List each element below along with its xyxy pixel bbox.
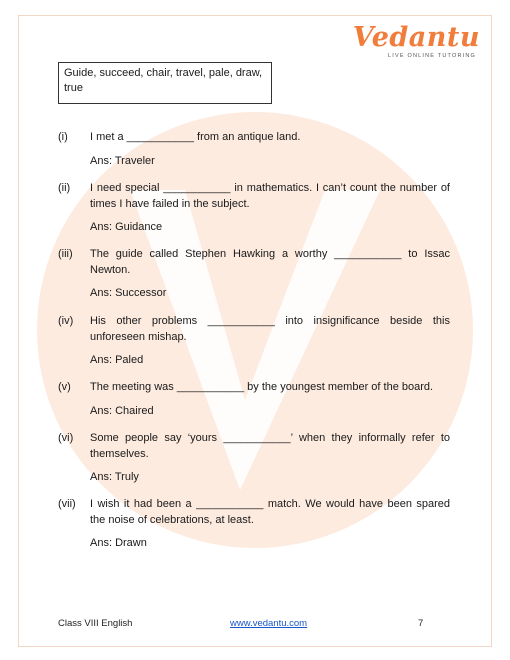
brand-name: Vedantu xyxy=(352,22,480,53)
question-text: I need special ___________ in mathematics. I can’t count the number of times I have failed in the subject. xyxy=(90,182,450,210)
question-item xyxy=(58,431,450,486)
answer-text: Ans: Chaired xyxy=(90,404,154,417)
question-text: The guide called Stephen Hawking a worthy ___________ to Issac Newton. xyxy=(90,248,450,276)
question-text: His other problems ___________ into insignificance beside this unforeseen mishap. xyxy=(90,315,450,343)
question-text: I wish it had been a ___________ match. We would have been spared the noise of celebrations, at least. xyxy=(90,498,450,526)
question-item xyxy=(58,130,450,169)
word-bank-text: Guide, succeed, chair, travel, pale, draw, true xyxy=(64,67,263,94)
answer-text: Ans: Paled xyxy=(90,354,144,366)
answer-text: Ans: Traveler xyxy=(90,154,155,167)
question-number: (vi) xyxy=(58,432,74,444)
answer-text: Ans: Guidance xyxy=(90,221,163,233)
question-text: I met a ___________ from an antique land. xyxy=(90,131,301,143)
question-item xyxy=(58,380,450,419)
question-text: Some people say ‘yours ___________’ when they informally refer to themselves. xyxy=(90,432,450,460)
question-number: (iii) xyxy=(58,248,73,260)
brand-logo xyxy=(330,24,480,59)
footer-class-label: Class VIII English xyxy=(58,618,133,629)
question-number: (i) xyxy=(58,131,68,143)
question-number: (iv) xyxy=(58,315,74,327)
question-text: The meeting was ___________ by the youngest member of the board. xyxy=(90,381,434,393)
question-item xyxy=(58,497,450,552)
brand-tagline: LIVE ONLINE TUTORING xyxy=(388,53,476,59)
question-item xyxy=(58,181,450,236)
question-number: (v) xyxy=(58,381,71,393)
question-item xyxy=(58,314,450,369)
page-number: 7 xyxy=(418,618,424,629)
question-number: (ii) xyxy=(58,182,71,194)
answer-text: Ans: Successor xyxy=(90,287,167,299)
answer-text: Ans: Truly xyxy=(90,471,139,483)
word-bank-box xyxy=(58,62,272,104)
answer-text: Ans: Drawn xyxy=(90,537,147,549)
footer-website-link[interactable]: www.vedantu.com xyxy=(230,618,308,629)
question-number: (vii) xyxy=(58,498,76,510)
question-item xyxy=(58,247,450,302)
